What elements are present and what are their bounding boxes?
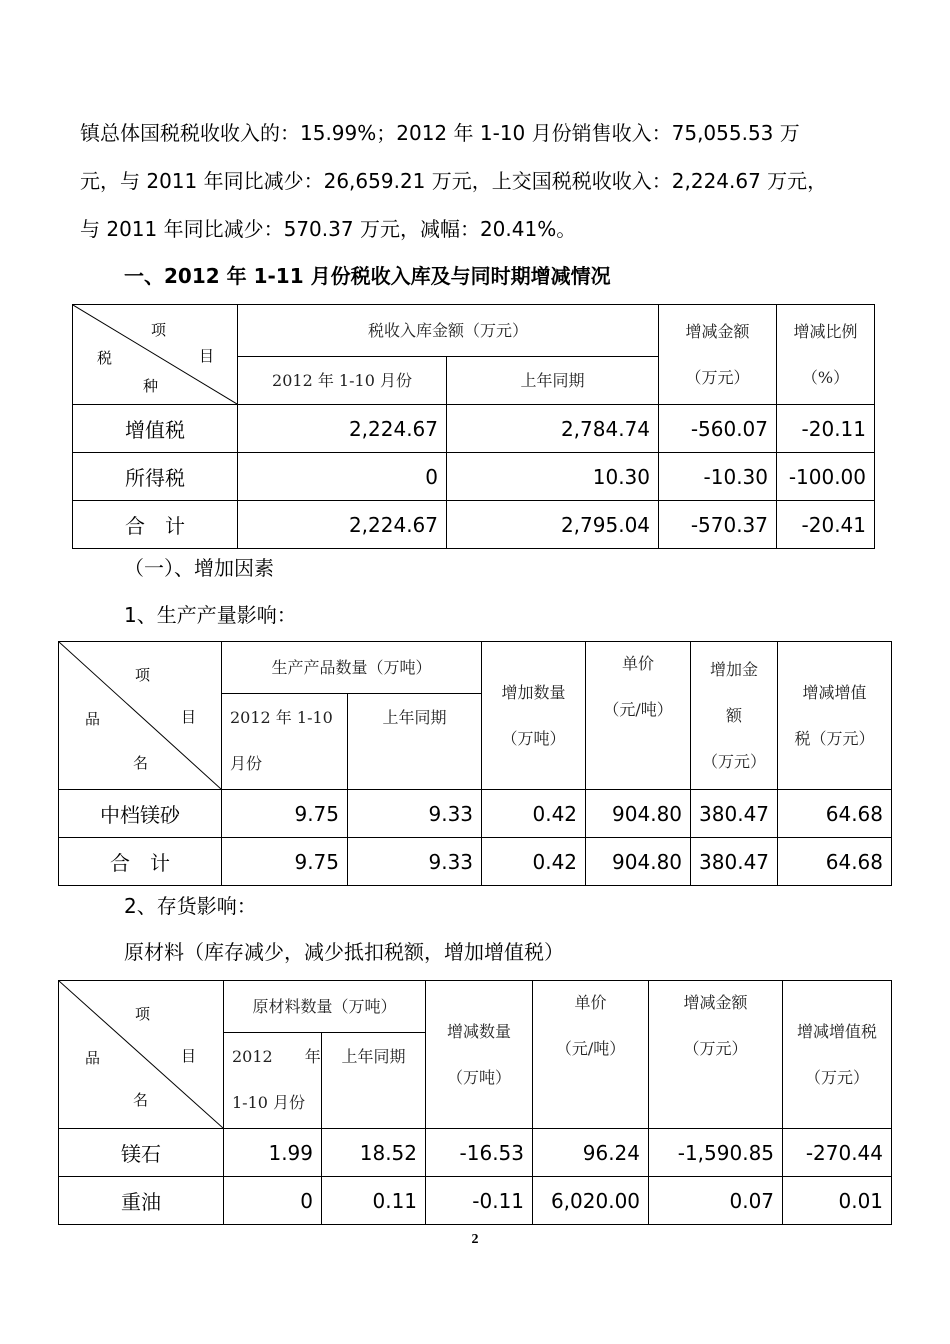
intro-line-2: 元，与 2011 年同比减少：26,659.21 万元，上交国税税收收入：2,224.67 万元， — [80, 169, 828, 193]
increase-amount-header-l1: 增加金 — [710, 659, 759, 679]
current-period-header-l2: 月份 — [230, 754, 263, 773]
diag-label-bottom: 种 — [143, 377, 159, 395]
diag-label-right: 目 — [181, 1047, 197, 1065]
current-period-header-l2: 1-10 月份 — [232, 1093, 306, 1112]
unit-price-header — [533, 981, 649, 1129]
table-row — [73, 501, 875, 549]
current-period-header — [224, 1033, 322, 1129]
group-header: 税收入库金额（万元） — [238, 305, 659, 357]
change-ratio-header-l1: 增减比例 — [793, 321, 858, 341]
cell-price: 904.80 — [586, 790, 691, 838]
cell-change: -570.37 — [659, 501, 777, 549]
row-name: 增值税 — [73, 405, 238, 453]
prior-period-header: 上年同期 — [322, 1033, 426, 1129]
cell-ratio: -20.41 — [777, 501, 875, 549]
current-period-header-l1: 2012 年 1-10 — [230, 708, 333, 727]
cell-amount: 0.07 — [649, 1177, 783, 1225]
group-header: 原材料数量（万吨） — [224, 981, 426, 1033]
cell-current: 0 — [238, 453, 447, 501]
increase-qty-header-l1: 增加数量 — [501, 682, 566, 702]
vat-change-header — [778, 642, 892, 790]
diagonal-header-cell — [59, 981, 224, 1129]
unit-price-header-l1: 单价 — [574, 993, 607, 1012]
cell-change: -560.07 — [659, 405, 777, 453]
increase-amount-header-l3: （万元） — [702, 751, 767, 771]
increase-qty-header — [482, 642, 586, 790]
table-row — [59, 1129, 892, 1177]
cell-price: 6,020.00 — [533, 1177, 649, 1225]
vat-change-header-l2: （万元） — [805, 1067, 870, 1087]
diagonal-header-cell — [59, 642, 222, 790]
row-name: 合 计 — [59, 838, 222, 886]
cell-increase: 0.42 — [482, 838, 586, 886]
change-amount-header-l2: （万元） — [685, 367, 750, 387]
cell-qty: -16.53 — [426, 1129, 533, 1177]
intro-line-3: 与 2011 年同比减少：570.37 万元，减幅：20.41%。 — [80, 217, 577, 241]
subsection-inventory-impact: 2、存货影响： — [124, 894, 257, 918]
increase-qty-header-l2: （万吨） — [501, 728, 566, 748]
row-name: 重油 — [59, 1177, 224, 1225]
unit-price-header-l2: （元/吨） — [555, 1039, 626, 1058]
cell-current: 9.75 — [222, 790, 348, 838]
section-title: 一、2012 年 1-11 月份税收入库及与同时期增减情况 — [124, 264, 611, 288]
diagonal-header-cell — [73, 305, 238, 405]
cell-prior: 10.30 — [447, 453, 659, 501]
cell-prior: 0.11 — [322, 1177, 426, 1225]
row-name: 所得税 — [73, 453, 238, 501]
change-amount-header-l1: 增减金额 — [685, 321, 750, 341]
diag-label-top: 项 — [135, 1005, 151, 1023]
prior-period-header: 上年同期 — [348, 694, 482, 790]
unit-price-header-l1: 单价 — [622, 654, 655, 673]
table-row — [59, 1177, 892, 1225]
qty-change-header-l1: 增减数量 — [447, 1021, 512, 1041]
cell-current: 0 — [224, 1177, 322, 1225]
cell-amount: 380.47 — [691, 790, 778, 838]
cell-ratio: -20.11 — [777, 405, 875, 453]
cell-prior: 2,784.74 — [447, 405, 659, 453]
qty-change-header — [426, 981, 533, 1129]
cell-vat: 64.68 — [778, 838, 892, 886]
unit-price-header — [586, 642, 691, 790]
current-period-header: 2012 年 1-10 月份 — [238, 357, 447, 405]
current-period-header — [222, 694, 348, 790]
cell-vat: 0.01 — [783, 1177, 892, 1225]
cell-prior: 18.52 — [322, 1129, 426, 1177]
vat-change-header-l1: 增减增值税 — [797, 1021, 878, 1041]
row-name: 中档镁砂 — [59, 790, 222, 838]
amount-change-header-l2: （万元） — [683, 1039, 748, 1058]
group-header: 生产产品数量（万吨） — [222, 642, 482, 694]
diag-label-top: 项 — [135, 666, 151, 684]
table-row — [59, 838, 892, 886]
vat-change-header-l2: 税（万元） — [794, 728, 875, 748]
cell-price: 96.24 — [533, 1129, 649, 1177]
diag-label-top: 项 — [151, 321, 167, 339]
diag-label-left: 税 — [97, 349, 113, 367]
subsection-increase-factors: （一）、增加因素 — [124, 556, 274, 580]
cell-current: 2,224.67 — [238, 405, 447, 453]
cell-current: 9.75 — [222, 838, 348, 886]
cell-vat: -270.44 — [783, 1129, 892, 1177]
change-ratio-header — [777, 305, 875, 405]
cell-ratio: -100.00 — [777, 453, 875, 501]
page-number: 2 — [471, 1232, 479, 1247]
increase-amount-header — [691, 642, 778, 790]
amount-change-header-l1: 增减金额 — [683, 993, 748, 1012]
cell-change: -10.30 — [659, 453, 777, 501]
tax-revenue-table — [72, 304, 875, 549]
cell-vat: 64.68 — [778, 790, 892, 838]
row-name: 合 计 — [73, 501, 238, 549]
cell-prior: 2,795.04 — [447, 501, 659, 549]
raw-materials-title: 原材料（库存减少，减少抵扣税额，增加增值税） — [124, 940, 564, 964]
cell-amount: 380.47 — [691, 838, 778, 886]
diag-label-bottom: 名 — [133, 1091, 149, 1109]
diag-label-bottom: 名 — [133, 754, 149, 772]
increase-amount-header-l2: 额 — [726, 705, 743, 725]
diag-label-right: 目 — [199, 347, 215, 365]
amount-change-header — [649, 981, 783, 1129]
cell-prior: 9.33 — [348, 790, 482, 838]
qty-change-header-l2: （万吨） — [447, 1067, 512, 1087]
vat-change-header — [783, 981, 892, 1129]
table-row — [73, 405, 875, 453]
cell-price: 904.80 — [586, 838, 691, 886]
cell-prior: 9.33 — [348, 838, 482, 886]
vat-change-header-l1: 增减增值 — [802, 682, 867, 702]
subsection-production-impact: 1、生产产量影响： — [124, 603, 297, 627]
table-row — [59, 790, 892, 838]
raw-materials-table — [58, 980, 892, 1225]
diag-label-left: 品 — [85, 710, 101, 728]
unit-price-header-l2: （元/吨） — [603, 700, 673, 719]
production-table — [58, 641, 892, 886]
cell-increase: 0.42 — [482, 790, 586, 838]
table-row — [73, 453, 875, 501]
diag-label-left: 品 — [85, 1049, 101, 1067]
intro-line-1: 镇总体国税税收收入的：15.99%；2012 年 1-10 月份销售收入：75,055.53 万 — [80, 121, 800, 145]
change-amount-header — [659, 305, 777, 405]
cell-current: 2,224.67 — [238, 501, 447, 549]
cell-qty: -0.11 — [426, 1177, 533, 1225]
cell-current: 1.99 — [224, 1129, 322, 1177]
change-ratio-header-l2: （%） — [801, 367, 850, 387]
diag-label-right: 目 — [181, 708, 197, 726]
row-name: 镁石 — [59, 1129, 224, 1177]
prior-period-header: 上年同期 — [447, 357, 659, 405]
current-period-header-l1: 2012 年 — [232, 1047, 321, 1066]
cell-amount: -1,590.85 — [649, 1129, 783, 1177]
